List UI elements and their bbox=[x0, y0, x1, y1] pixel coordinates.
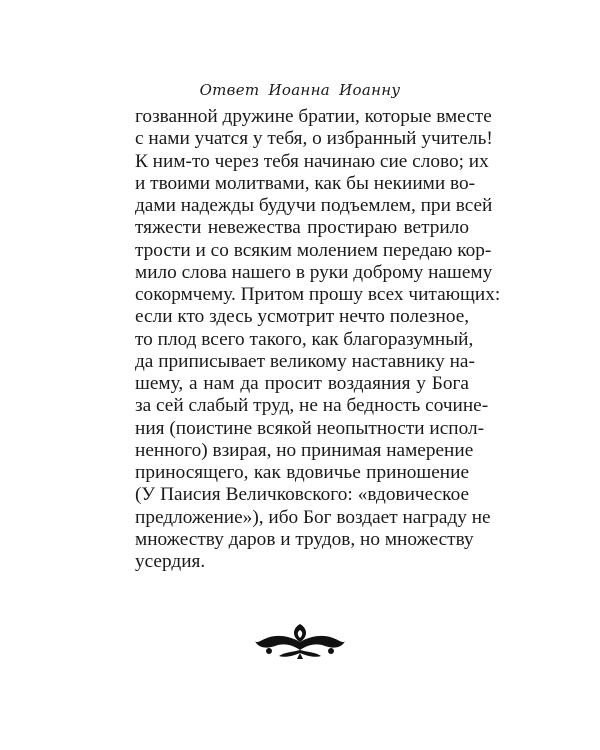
text-line: ния (поистине всякой неопытности испол- bbox=[135, 417, 485, 439]
running-head: Ответ Иоанна Иоанну bbox=[199, 81, 401, 99]
text-line: трости и со всяким молением передаю кор- bbox=[135, 239, 492, 261]
text-line: да приписывает великому наставнику на- bbox=[135, 350, 475, 372]
text-line: если кто здесь усмотрит нечто полезное, bbox=[135, 306, 470, 328]
text-line: с нами учатся у тебя, о избранный учитель! bbox=[135, 128, 493, 150]
text-line: усердия. bbox=[135, 551, 206, 572]
text-line: множеству даров и трудов, но множеству bbox=[135, 528, 474, 550]
text-line: (У Паисия Величковского: «вдовическое bbox=[135, 484, 469, 506]
text-line: гозванной дружине братии, которые вместе bbox=[135, 106, 492, 127]
text-line: ненного) взирая, но принимая намерение bbox=[135, 439, 474, 461]
body-text bbox=[135, 106, 501, 573]
text-line: К ним-то через тебя начинаю сие слово; их bbox=[135, 150, 489, 172]
text-line: приносящего, как вдовичье приношение bbox=[135, 462, 469, 483]
text-line: шему, а нам да просит воздаяния у Бога bbox=[135, 373, 469, 394]
text-line: сокормчему. Притом прошу всех читающих: bbox=[135, 284, 501, 305]
ornament-icon bbox=[255, 622, 345, 660]
text-line: и твоими молитвами, как бы некиими во- bbox=[135, 172, 476, 194]
text-line: то плод всего такого, как благоразумный, bbox=[135, 328, 474, 350]
text-line: предложение»), ибо Бог воздает награду не bbox=[135, 506, 491, 528]
text-line: за сей слабый труд, не на бедность сочине- bbox=[135, 395, 489, 417]
text-line: тяжести невежества простираю ветрило bbox=[135, 217, 469, 239]
text-line: дами надежды будучи подъемлем, при всей bbox=[135, 195, 493, 216]
text-line: мило слова нашего в руки доброму нашему bbox=[135, 261, 493, 283]
